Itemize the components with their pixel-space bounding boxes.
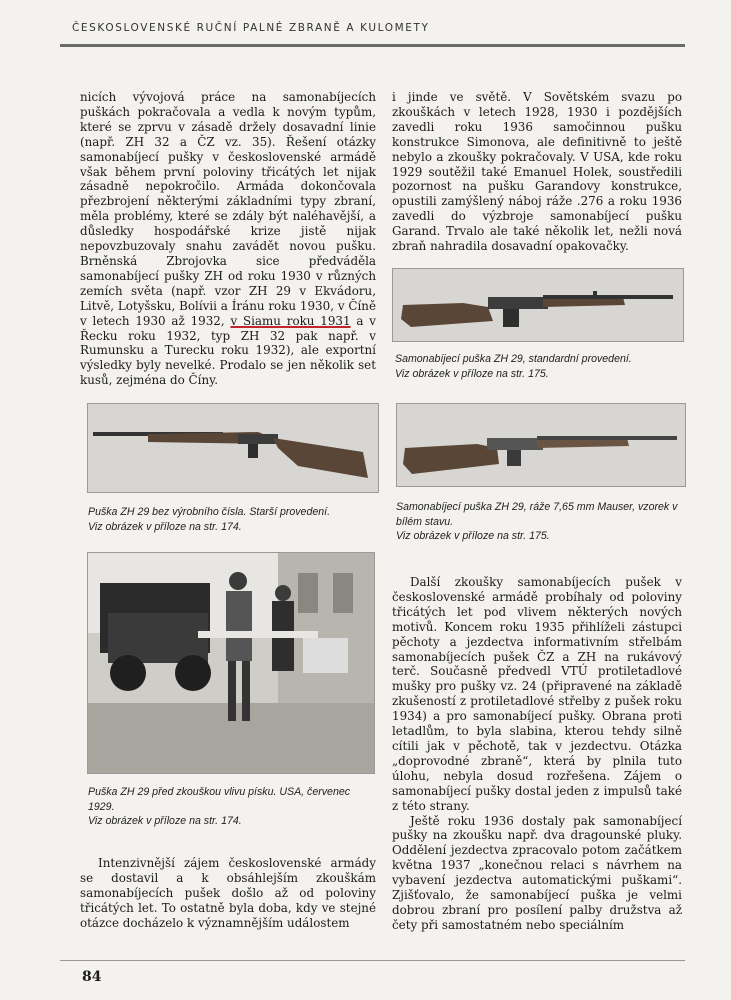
left-column-text	[80, 90, 376, 388]
rifle-photo-zh29-standard	[392, 268, 684, 342]
right-column-text	[392, 90, 682, 254]
figure-caption: Samonabíjecí puška ZH 29, standardní provedení. Viz obrázek v příloze na str. 175.	[395, 353, 632, 380]
rifle-photo-zh29-mauser	[396, 403, 686, 487]
sand-test-illustration	[88, 553, 374, 773]
underlined-phrase: v Siamu roku 1931	[230, 313, 351, 328]
paragraph: i jinde ve světě. V Sovětském svazu po zkouškách v letech 1928, 1930 i pozdějších zavedli roku 1936 samočinnou pušku konstrukce Simonova, ale definitivně to ještě nebylo a zkoušky pokračovaly. V USA, kde roku 1929 soutěžil také Emanuel Holek, soustředili pozornost na pušku Garandovy konstrukce, opustili zamýšlený náboj ráže .276 a roku 1936 zavedli do výzbroje samonabíjecí pušku Garand. Trvalo ale také několik let, nežli nová zbraň nahradila dosavadní opakovačky.	[392, 90, 682, 254]
page-number: 84	[82, 969, 102, 985]
right-column-bottom-text	[392, 575, 682, 933]
rifle-illustration	[88, 404, 378, 492]
paragraph: Další zkoušky samonabíjecích pušek v československé armádě probíhaly od poloviny třicátých let pod vlivem některých nových motivů. Koncem roku 1935 přihlíželi zástupci pěchoty a jezdectva informativním střelbám samonabíjecích pušek ČZ a ZH na rukávový terč. Současně předvedl VTÚ protiletadlové mušky pro pušky vz. 24 (připravené na základě zkušeností z protiletadlové střelby z pušek roku 1934) a pro samonabíjecí pušky. Obrana proti letadlům, to byla slabina, kterou tehdy silně cítili jak v pěchotě, tak v jezdectvu. Otázka „doprovodné zbraně“, která by plnila tuto úlohu, nebyla dosud rozřešena. Zájem o samonabíjecí pušky dostal jeden z impulsů také z této strany.	[392, 575, 682, 813]
paragraph: nicích vývojová práce na samonabíjecích puškách pokračovala a vedla k novým typům, které se zprvu v zásadě držely dosavadní linie (např. ZH 32 a ČZ vz. 35). Řešení otázky samonabíjecí pušky v československé armádě však během první poloviny třicátých let nijak zásadně nepokročilo. Armáda dokončovala přezbrojení některými základními typy zbraní, měla problémy, které se zdály být naléhavější, a důsledky hospodářské krize jistě nijak nepovzbuzovaly snahu zavádět novou pušku. Brněnská Zbrojovka sice předváděla samonabíjecí pušky ZH od roku 1930 v různých zemích světa (např. vzor ZH 29 v Ekvádoru, Litvě, Lotyšsku, Bolívii a Íránu roku 1930, v Číně v letech 1930 až 1932, v Siamu roku 1931 a v Řecku roku 1932, typ ZH 32 pak např. v Rumunsku a Turecku roku 1932), ale exportní výsledky byly nevelké. Prodalo se jen několik set kusů, zejména do Číny.	[80, 90, 376, 388]
historic-photo-sand-test	[87, 552, 375, 774]
paragraph: Ještě roku 1936 dostaly pak samonabíjecí pušky na zkoušku např. dva dragounské pluky. Oddělení jezdectva zpracovalo potom začátkem května 1937 „konečnou relaci s návrhem na vybavení jezdectva automatickými puškami“. Zjišťovalo, že samonabíjecí puška je velmi dobrou zbraní pro posílení palby družstva až čety při samostatném nebo speciálním	[392, 813, 682, 932]
rifle-illustration	[393, 269, 683, 341]
figure-caption: Samonabíjecí puška ZH 29, ráže 7,65 mm Mauser, vzorek v bílém stavu. Viz obrázek v příloze na str. 175.	[396, 501, 678, 542]
running-header: ČESKOSLOVENSKÉ RUČNÍ PALNÉ ZBRANĚ A KULOMETY	[72, 22, 430, 34]
rifle-photo-zh29-no-serial	[87, 403, 379, 493]
paragraph: Intenzivnější zájem československé armády se dostavil a k obsáhlejším zkouškám samonabíjecích pušek došlo až od poloviny třicátých let. To ostatně byla doba, kdy ve stejné otázce docházelo k významnějším událostem	[80, 856, 376, 930]
footer-rule	[60, 960, 685, 961]
figure-caption: Puška ZH 29 před zkouškou vlivu písku. USA, červenec 1929. Viz obrázek v příloze na str. 174.	[88, 786, 351, 827]
left-column-bottom-text	[80, 856, 376, 931]
figure-caption: Puška ZH 29 bez výrobního čísla. Starší provedení. Viz obrázek v příloze na str. 174.	[88, 506, 331, 533]
rifle-illustration	[397, 404, 685, 486]
